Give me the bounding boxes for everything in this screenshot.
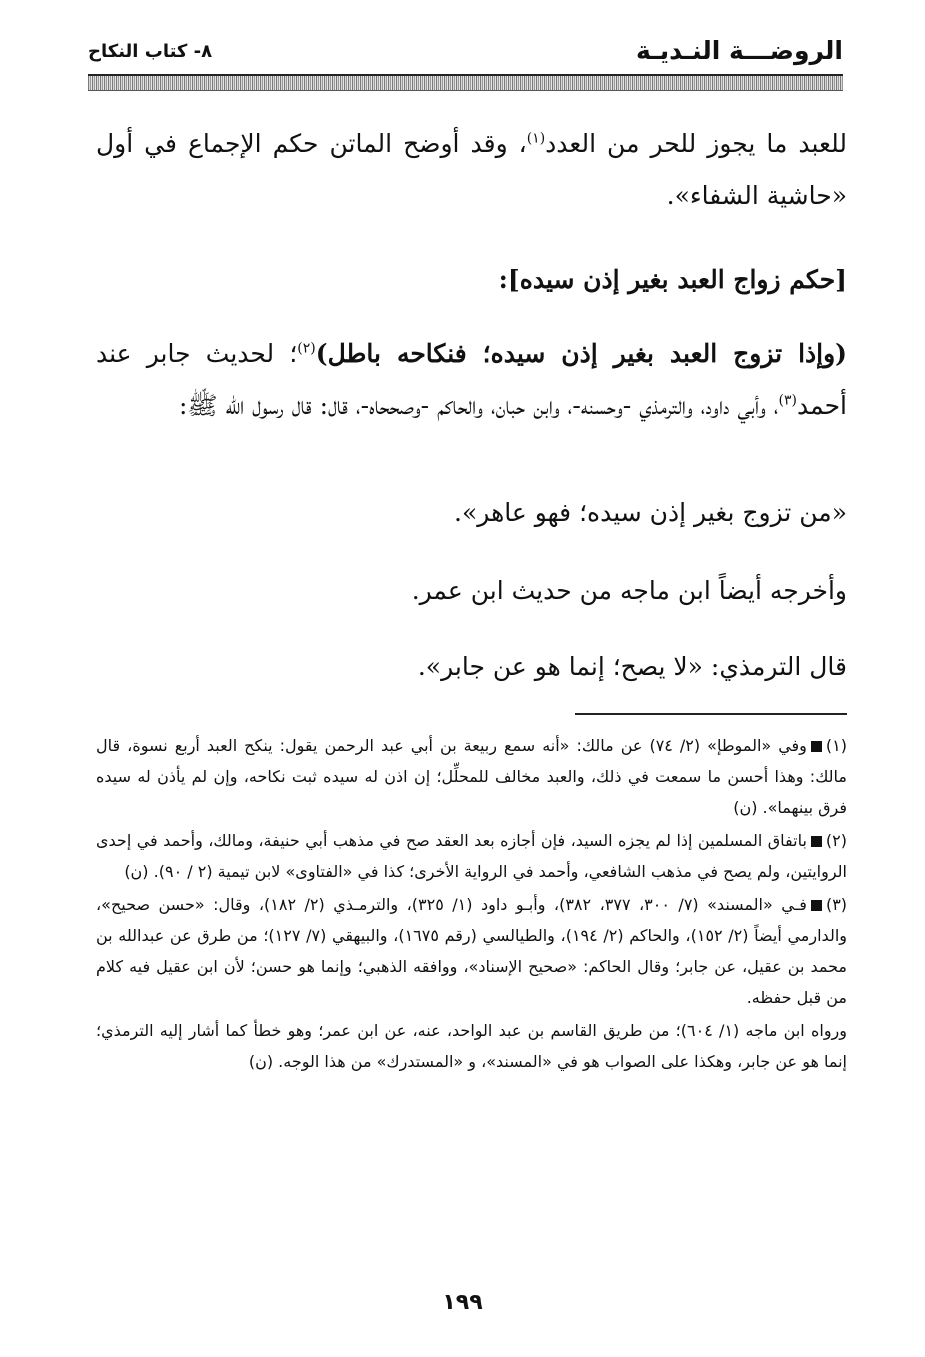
footnote-2-text: باتفاق المسلمين إذا لم يجزه السيد، فإن أجازه بعد العقد صح في مذهب أبي حنيفة، ومالك، وأحمد في إحدى الروايتين، ولم يصح في مذهب الشافعي، وأحمد في الرواية الأخرى؛ كذا في «الفتاوى» لابن تيمية (٢ / ٩٠). (ن)	[96, 831, 847, 881]
square-bullet-icon	[811, 836, 822, 847]
footnote-ref-1: (١)	[526, 130, 546, 147]
paragraph-3: وأخرجه أيضاً ابن ماجه من حديث ابن عمر.	[411, 576, 847, 605]
chapter-title: ٨- كتاب النكاح	[88, 41, 213, 62]
ruling-text: (وإذا تزوج العبد بغير إذن سيده؛ فنكاحه باطل)	[315, 339, 847, 368]
footnote-ref-2: (٢)	[297, 340, 316, 357]
footnote-3-number: (٣)	[825, 895, 848, 914]
footnote-2-number: (٢)	[825, 831, 847, 850]
footnote-ref-3: (٣)	[778, 392, 798, 409]
book-title: الروضـــة النـديـة	[636, 36, 843, 65]
running-header	[88, 36, 843, 72]
footnote-separator	[575, 713, 847, 715]
footnote-2	[96, 825, 847, 887]
section-heading: [حكم زواج العبد بغير إذن سيده]:	[498, 265, 847, 294]
header-rule	[88, 74, 843, 91]
paragraph-1-rest: ، وقد أوضح الماتن حكم الإجماع في أول «حاشية الشفاء».	[96, 129, 847, 210]
paragraph-4: قال الترمذي: «لا يصح؛ إنما هو عن جابر».	[417, 652, 847, 681]
square-bullet-icon	[811, 900, 822, 911]
main-text	[96, 118, 847, 701]
paragraph-2	[96, 328, 847, 483]
paragraph-1	[96, 118, 847, 234]
footnote-1-number: (١)	[825, 736, 848, 755]
paragraph-2-mid: ؛ لحديث جابر عند أحمد	[96, 339, 847, 420]
footnotes	[96, 730, 847, 1079]
hadith-quote: «من تزوج بغير إذن سيده؛ فهو عاهر».	[454, 498, 847, 527]
footnote-3-text: فـي «المسند» (٧/ ٣٠٠، ٣٧٧، ٣٨٢)، وأبـو داود (١/ ٣٢٥)، والترمـذي (٢/ ١٨٢)، وقال: «حسن صحيح»، والدارمي أيضاً (٢/ ١٥٢)، والحاكم (٢/ ١٩٤)، والطيالسي (رقم ١٦٧٥)، والبيهقي (٧/ ١٢٧)؛ من طرق عن عبدالله بن محمد بن عقيل، عن جابر؛ وقال الحاكم: «صحيح الإسناد»، ووافقه الذهبي؛ وإنما هو حسن؛ لأن ابن عقيل فيه كلام من قبل حفظه.	[96, 895, 847, 1007]
footnote-3	[96, 889, 847, 1013]
footnote-1-text: وفي «الموطإ» (٢/ ٧٤) عن مالك: «أنه سمع ربيعة بن أبي عبد الرحمن يقول: ينكح العبد أربع نسوة، قال مالك: وهذا أحسن ما سمعت في ذلك، والعبد مخالف للمحلِّل؛ إن اذن له سيده ثبت نكاحه، وإن لم يأذن له سيده فرق بينهما». (ن)	[96, 736, 847, 817]
square-bullet-icon	[811, 741, 822, 752]
page-number: ١٩٩	[442, 1290, 483, 1315]
footnote-3-continuation: ورواه ابن ماجه (١/ ٦٠٤)؛ من طريق القاسم بن عبد الواحد، عنه، عن ابن عمر؛ وهو خطأ كما أشار إليه الترمذي؛ إنما هو عن جابر، وهكذا على الصواب هو في «المسند»، و «المستدرك» من هذا الوجه. (ن)	[96, 1021, 848, 1071]
footnote-1	[96, 730, 847, 823]
paragraph-1-text: للعبد ما يجوز للحر من العدد	[545, 129, 847, 158]
paragraph-2-rest: ، وأبي داود، والترمذي -وحسنه-، وابن حبان، والحاكم -وصححاه-، قال: قال رسول الله ﷺ:	[178, 391, 779, 420]
